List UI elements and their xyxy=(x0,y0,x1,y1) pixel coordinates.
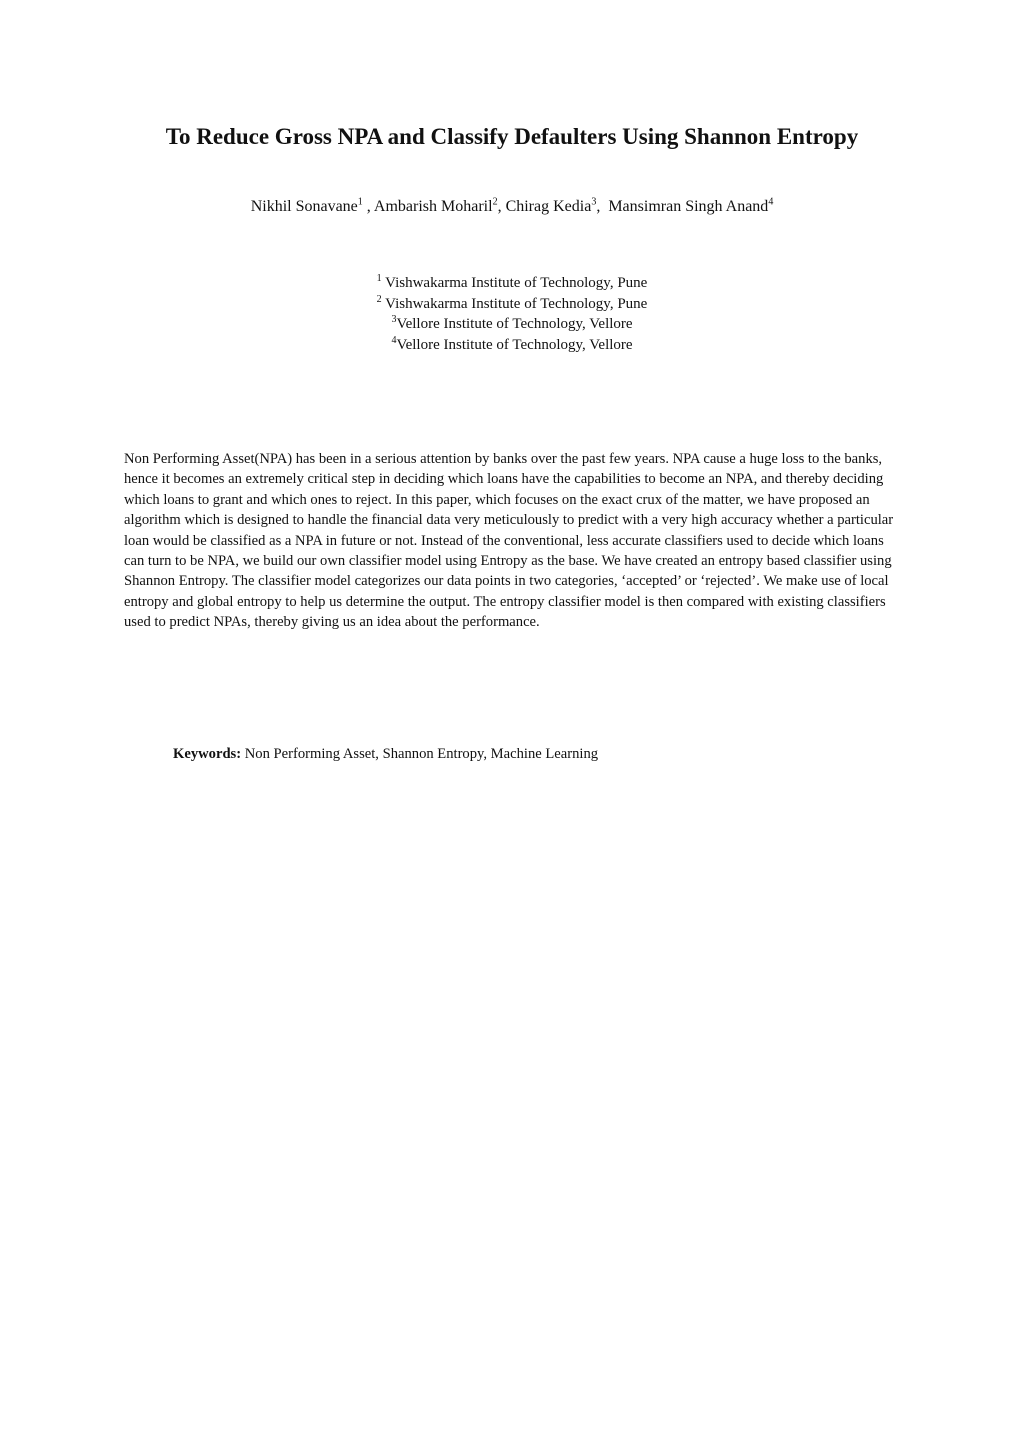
affiliation-mark: 2 xyxy=(376,293,382,305)
affiliation-2 xyxy=(0,294,1024,315)
author-4 xyxy=(608,198,773,215)
paper-title: To Reduce Gross NPA and Classify Defaulters Using Shannon Entropy xyxy=(165,124,859,149)
affiliation-mark: 3 xyxy=(391,314,397,325)
author-2 xyxy=(374,198,506,215)
affiliation-text: Vellore Institute of Technology, Vellore xyxy=(396,336,633,353)
abstract-paragraph: Non Performing Asset(NPA) has been in a serious attention by banks over the past few years. NPA cause a huge loss to the banks, hence it becomes an extremely critical step in deciding which loans have the capabilities to become an NPA, and thereby deciding which loans to grant and which ones to reject. In this paper, which focuses on the exact crux of the matter, we have proposed an algorithm which is designed to handle the financial data very meticulously to predict with a very high accuracy whether a particular loan would be classified as a NPA in future or not. Instead of the conventional, less accurate classifiers used to decide which loans can turn to be NPA, we build our own classifier model using Entropy as the base. We have created an entropy based classifier using Shannon Entropy. The classifier model categorizes our data points in two categories, ‘accepted’ or ‘rejected’. We make use of local entropy and global entropy to help us determine the output. The entropy classifier model is then compared with existing classifiers used to predict NPAs, thereby giving us an idea about the performance. xyxy=(124,451,894,631)
affiliation-text: Vishwakarma Institute of Technology, Pune xyxy=(381,295,648,312)
affiliation-1 xyxy=(0,273,1024,294)
affiliation-mark: 1 xyxy=(376,273,382,284)
author-name: Nikhil Sonavane xyxy=(250,198,358,215)
author-affiliation-mark: 1 xyxy=(357,196,363,208)
author-name: Ambarish Moharil xyxy=(373,198,493,215)
author-name: Mansimran Singh Anand xyxy=(608,198,769,215)
author-1 xyxy=(251,198,374,215)
author-affiliation-mark: 4 xyxy=(768,196,774,208)
affiliation-mark: 4 xyxy=(391,334,397,346)
affiliation-list xyxy=(0,273,1024,355)
author-name: Chirag Kedia xyxy=(505,198,592,215)
affiliation-3 xyxy=(0,314,1024,335)
author-list xyxy=(0,196,1024,218)
affiliation-4 xyxy=(0,335,1024,356)
author-separator: , xyxy=(362,198,374,215)
keywords-text: Non Performing Asset, Shannon Entropy, Machine Learning xyxy=(241,746,599,762)
author-3 xyxy=(506,198,609,215)
author-affiliation-mark: 3 xyxy=(591,196,597,208)
keywords-label: Keywords: xyxy=(173,746,242,762)
author-separator: , xyxy=(497,198,506,215)
affiliation-text: Vellore Institute of Technology, Vellore xyxy=(396,316,633,332)
affiliation-text: Vishwakarma Institute of Technology, Pune xyxy=(381,275,648,291)
keywords-line xyxy=(173,744,598,764)
author-separator: , xyxy=(596,198,609,215)
author-affiliation-mark: 2 xyxy=(492,196,498,208)
